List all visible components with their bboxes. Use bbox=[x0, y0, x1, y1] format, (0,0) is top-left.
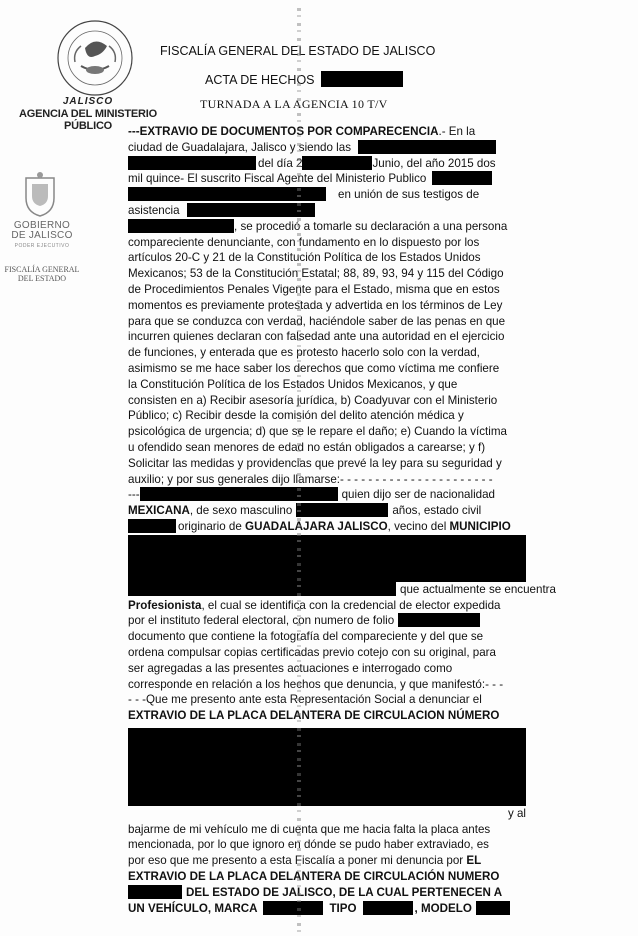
text-span: - - -Que me presento ante esta Representación Social a denunciar el bbox=[128, 693, 482, 707]
text-bold: DEL ESTADO DE JALISCO, DE LA CUAL PERTENECEN A bbox=[186, 885, 503, 899]
text-span: psicológica de urgencia; d) que se le repare el daño; e) Cuando la víctima bbox=[128, 425, 507, 439]
text-line bbox=[128, 869, 526, 885]
text-line bbox=[128, 582, 556, 598]
text-bold: TIPO bbox=[329, 901, 357, 915]
text-line bbox=[128, 329, 526, 345]
seal-line2: PÚBLICO bbox=[63, 120, 113, 132]
text-span: por el instituto federal electoral, con numero de folio bbox=[128, 614, 395, 628]
text-bold: , MODELO bbox=[414, 901, 472, 915]
text-line bbox=[128, 503, 526, 519]
text-span: de Procedimientos Penales Vigente para el Estado, misma que en estos bbox=[128, 282, 500, 296]
text-line bbox=[128, 250, 526, 266]
ministerio-publico-seal-icon bbox=[55, 18, 135, 98]
text-line bbox=[128, 314, 526, 330]
redaction bbox=[128, 885, 182, 899]
turnada-label: TURNADA A LA AGENCIA 10 T/V bbox=[200, 97, 388, 111]
redaction-block bbox=[128, 728, 526, 806]
redaction bbox=[140, 487, 338, 501]
text-span: , de sexo masculino bbox=[189, 504, 293, 518]
text-span: de funciones, y enterada que es protesto hacerlo solo con la verdad, bbox=[128, 346, 480, 360]
text-span: --- bbox=[128, 488, 140, 502]
text-span: ser agregadas a las presentes actuaciones e interrogado como bbox=[128, 661, 453, 675]
heading-bold: ---EXTRAVIO DE DOCUMENTOS POR COMPARECENCIA bbox=[128, 125, 439, 138]
text-line bbox=[128, 235, 526, 251]
gobierno-line1: GOBIERNO bbox=[13, 220, 71, 231]
redaction-block bbox=[128, 535, 526, 582]
text-span: Mexicanos; 53 de la Constitución Estatal; 88, 89, 93, 94 y 115 del Código bbox=[128, 267, 504, 281]
text-line bbox=[128, 822, 526, 838]
text-span: Solicitar las medidas y providencias que prevé la ley para su seguridad y bbox=[128, 456, 502, 470]
text-line bbox=[128, 613, 526, 629]
text-line bbox=[128, 901, 526, 917]
text-line bbox=[128, 156, 526, 172]
text-span: originario de bbox=[178, 519, 242, 533]
text-line bbox=[128, 345, 526, 361]
text-line bbox=[128, 440, 526, 456]
text-line bbox=[128, 598, 526, 614]
redaction bbox=[187, 203, 315, 217]
document-body bbox=[128, 124, 556, 916]
text-line bbox=[128, 806, 526, 822]
fiscalia-caption bbox=[2, 265, 82, 283]
gobierno-caption bbox=[8, 221, 76, 251]
text-span: para que se conduzca con verdad, haciéndole saber de las penas en que bbox=[128, 314, 506, 328]
text-bold: MUNICIPIO bbox=[449, 519, 511, 533]
text-line bbox=[128, 187, 526, 203]
text-line bbox=[128, 393, 526, 409]
text-span: mencionada, por lo que ignoro en dónde se pudo haber extraviado, es bbox=[128, 838, 489, 852]
text-bold: MEXICANA bbox=[128, 504, 190, 518]
text-span: incurren quienes declaran con falsedad ante una autoridad en el ejercicio bbox=[128, 330, 505, 344]
text-line bbox=[128, 661, 526, 677]
redaction bbox=[128, 156, 256, 170]
text-line bbox=[128, 487, 526, 503]
text-bold: EL bbox=[466, 854, 482, 868]
text-line bbox=[128, 282, 526, 298]
text-line bbox=[128, 219, 526, 235]
acta-text: ACTA DE HECHOS bbox=[205, 73, 315, 87]
text-span: Junio, del año 2015 dos bbox=[372, 156, 496, 170]
text-line bbox=[128, 837, 526, 853]
text-line bbox=[128, 171, 526, 187]
text-bold: EXTRAVIO DE LA PLACA DELANTERA DE CIRCULACION NÚMERO bbox=[128, 709, 500, 723]
text-bold: UN VEHÍCULO, MARCA bbox=[128, 901, 258, 915]
redaction bbox=[321, 71, 403, 87]
text-line bbox=[128, 853, 526, 869]
seal-line1: AGENCIA DEL MINISTERIO bbox=[19, 108, 157, 120]
text-line bbox=[128, 456, 526, 472]
text-bold: GUADALAJARA JALISCO bbox=[245, 519, 388, 533]
redaction bbox=[128, 519, 176, 533]
text-span: asistencia bbox=[128, 203, 180, 217]
text-span: documento que contiene la fotografía del compareciente y del que se bbox=[128, 630, 484, 644]
redaction bbox=[358, 140, 496, 154]
text-span: mil quince- El suscrito Fiscal Agente del Ministerio Publico bbox=[128, 172, 427, 186]
text-span: la Constitución Política de los Estados Unidos Mexicanos, y que bbox=[128, 377, 458, 391]
fiscalia-line1: FISCALÍA GENERAL bbox=[4, 265, 80, 274]
text-span: .- En la bbox=[438, 125, 476, 138]
text-line bbox=[128, 424, 526, 440]
text-span: por eso que me presento a esta Fiscalía a poner mi denuncia por bbox=[128, 854, 464, 868]
gobierno-jalisco-crest-icon bbox=[20, 170, 60, 218]
text-line bbox=[128, 472, 526, 488]
text-line bbox=[128, 266, 526, 282]
text-span: del día 2 bbox=[258, 156, 303, 170]
text-span: asimismo se me hace saber los derechos que como víctima me confiere bbox=[128, 361, 500, 375]
text-span: artículos 20-C y 21 de la Constitución Política de los Estados Unidos bbox=[128, 251, 481, 265]
redaction bbox=[432, 171, 492, 185]
text-span: consisten en a) Recibir asesoría jurídica, b) Coadyuvar con el Ministerio bbox=[128, 393, 498, 407]
text-span: momentos es previamente protestada y advertida en los términos de Ley bbox=[128, 298, 503, 312]
text-span: , se procedió a tomarle su declaración a una persona bbox=[234, 219, 508, 233]
redaction bbox=[398, 613, 480, 627]
text-line bbox=[128, 203, 526, 219]
fiscalia-line2: DEL ESTADO bbox=[17, 274, 67, 283]
text-line bbox=[128, 298, 526, 314]
text-span: ciudad de Guadalajara, Jalisco y siendo las bbox=[128, 140, 351, 154]
text-span: ordena compulsar copias certificadas previo cotejo con su original, para bbox=[128, 645, 496, 659]
text-line bbox=[128, 692, 526, 708]
acta-label bbox=[205, 71, 403, 87]
text-span: compareciente denunciante, con fundamento en lo dispuesto por los bbox=[128, 235, 480, 249]
redaction bbox=[128, 582, 396, 596]
text-span: en unión de sus testigos de bbox=[338, 188, 480, 202]
redaction bbox=[296, 503, 388, 517]
text-span: bajarme de mi vehículo me di cuenta que me hacia falta la placa antes bbox=[128, 822, 491, 836]
text-span: , vecino del bbox=[387, 519, 447, 533]
gobierno-line2: DE JALISCO bbox=[11, 230, 73, 241]
text-span: u ofendido sean menores de edad no están obligados a carearse; y f) bbox=[128, 440, 486, 454]
text-span: y al bbox=[507, 806, 526, 820]
text-span: auxilio; y por sus generales dijo llamarse:- - - - - - - - - - - - - - - - - - - - - - bbox=[128, 472, 493, 486]
gobierno-line3: PODER EJECUTIVO bbox=[14, 243, 70, 249]
text-span: corresponde en relación a los hechos que denuncia, y que manifestó:- - - bbox=[128, 677, 504, 691]
text-line bbox=[128, 361, 526, 377]
text-line bbox=[128, 645, 526, 661]
seal-state: JALISCO bbox=[62, 96, 114, 107]
text-line bbox=[128, 124, 526, 140]
redaction bbox=[263, 901, 323, 915]
text-span: Público; c) Recibir desde la comisión del delito atención médica y bbox=[128, 409, 464, 423]
text-bold: EXTRAVIO DE LA PLACA DELANTERA DE CIRCULACIÓN NUMERO bbox=[128, 870, 500, 884]
text-span: años, estado civil bbox=[392, 504, 482, 518]
text-line bbox=[128, 377, 526, 393]
scan-fold-line bbox=[297, 8, 301, 933]
text-span: , el cual se identifica con la credencial de elector expedida bbox=[201, 598, 501, 612]
redaction bbox=[363, 901, 413, 915]
redaction bbox=[302, 156, 372, 170]
text-bold: Profesionista bbox=[128, 598, 202, 612]
text-span: quien dijo ser de nacionalidad bbox=[341, 488, 496, 502]
text-line bbox=[128, 708, 526, 724]
text-line bbox=[128, 885, 526, 901]
document-title: FISCALÍA GENERAL DEL ESTADO DE JALISCO bbox=[160, 44, 436, 58]
text-line bbox=[128, 140, 526, 156]
text-line bbox=[128, 677, 526, 693]
text-span: que actualmente se encuentra bbox=[400, 582, 556, 596]
text-line bbox=[128, 629, 526, 645]
text-line bbox=[128, 408, 526, 424]
redaction bbox=[476, 901, 510, 915]
text-line bbox=[128, 519, 526, 535]
redaction bbox=[128, 219, 234, 233]
